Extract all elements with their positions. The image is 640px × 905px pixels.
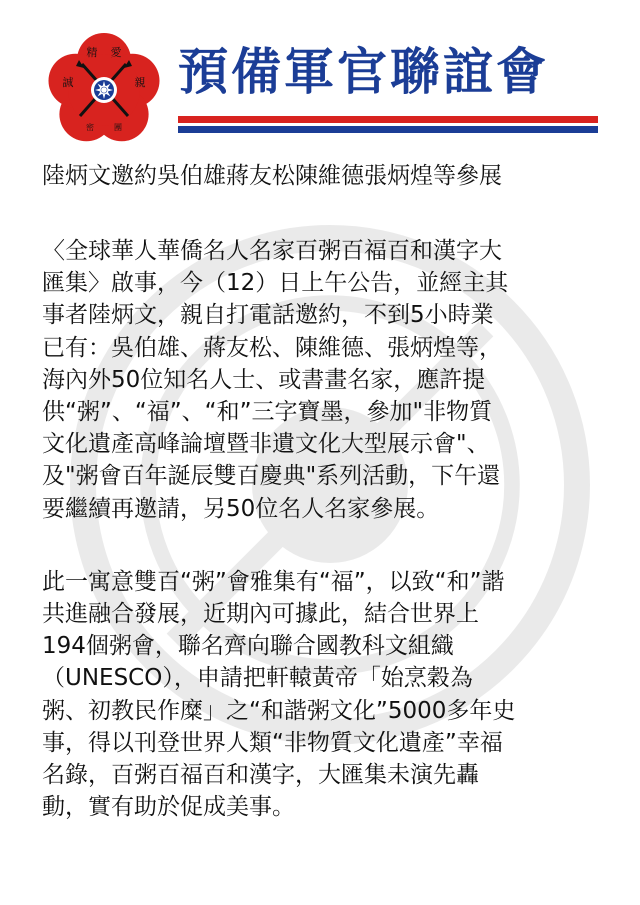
emblem-char: 精 xyxy=(86,46,98,59)
emblem-char: 團 xyxy=(114,123,122,132)
emblem-char: 密 xyxy=(86,123,94,132)
paragraph-line: 海內外50位知名人士、或書畫名家，應許提 xyxy=(42,366,486,393)
paragraph-line: 粥、初教民作糜」之“和諧粥文化”5000多年史 xyxy=(42,697,516,724)
red-rule xyxy=(178,116,598,123)
letterhead xyxy=(0,0,640,160)
organization-name: 預備軍官聯誼會 xyxy=(178,42,549,101)
paragraph-line: 〈全球華人華僑名人名家百粥百福百和漢字大 xyxy=(42,238,502,264)
paragraph-line: 匯集〉啟事，今（12）日上午公告，並經主其 xyxy=(42,270,509,297)
article-body xyxy=(42,160,617,823)
article-headline: 陸炳文邀約吳伯雄蔣友松陳維德張炳煌等參展 xyxy=(42,163,502,189)
paragraph-line: 文化遺產高峰論壇暨非遺文化大型展示會"、 xyxy=(42,431,490,458)
paragraph-line: 供“粥”、“福”、“和”三字寶墨，參加"非物質 xyxy=(42,399,493,426)
paragraph-line: 及"粥會百年誕辰雙百慶典"系列活動，下午還 xyxy=(42,463,501,490)
paragraph-line: 194個粥會，聯名齊向聯合國教科文組織 xyxy=(42,633,454,660)
emblem-char: 愛 xyxy=(110,46,122,59)
association-emblem-icon xyxy=(44,30,164,150)
paragraph-line: 名錄，百粥百福百和漢字，大匯集未演先轟 xyxy=(42,762,479,789)
paragraph-line: 要繼續再邀請，另50位名人名家參展。 xyxy=(42,495,440,522)
paragraph-1 xyxy=(42,235,617,525)
emblem-char: 誠 xyxy=(62,76,74,89)
paragraph-line: 事者陸炳文，親自打電話邀約，不到5小時業 xyxy=(42,302,494,329)
paragraph-line: 事，得以刊登世界人類“非物質文化遺產”幸福 xyxy=(42,729,503,756)
blue-rule xyxy=(178,126,598,133)
emblem-char: 親 xyxy=(134,76,146,89)
paragraph-line: 已有：吳伯雄、蔣友松、陳維德、張炳煌等， xyxy=(42,334,502,361)
paragraph-line: 此一寓意雙百“粥”會雅集有“福”，以致“和”諧 xyxy=(42,568,505,595)
paragraph-2 xyxy=(42,566,617,824)
paragraph-line: 共進融合發展，近期內可據此，結合世界上 xyxy=(42,601,479,628)
paragraph-line: （UNESCO），申請把軒轅黃帝「始烹穀為 xyxy=(42,665,473,692)
paragraph-line: 動，實有助於促成美事。 xyxy=(42,794,295,821)
